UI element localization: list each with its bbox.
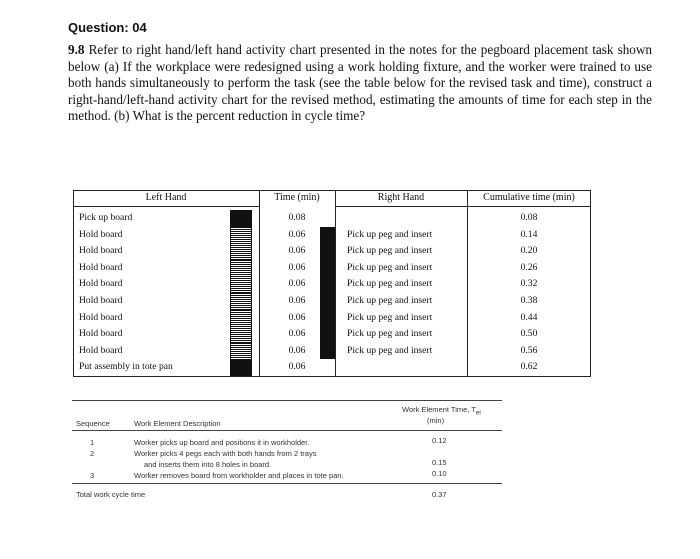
- time-value: 0.06: [288, 328, 306, 340]
- cumulative-time-value: 0.44: [520, 311, 538, 323]
- cumulative-time-value: 0.50: [520, 328, 538, 340]
- element-description: Worker picks 4 pegs each with both hands from 2 trays: [134, 449, 317, 458]
- left-hand-activity: Hold board: [79, 278, 123, 290]
- cumulative-time-value: 0.14: [520, 228, 538, 240]
- header-right-hand: Right Hand: [377, 192, 425, 203]
- table-header-rule: [72, 430, 502, 431]
- left-hand-activity: Hold board: [79, 311, 123, 323]
- time-value: 0.08: [288, 212, 306, 223]
- header-sequence: Sequence: [76, 419, 110, 428]
- time-value: 0.06: [288, 228, 306, 240]
- cumulative-time-value: 0.26: [520, 261, 538, 273]
- sequence-number: 1: [90, 438, 95, 447]
- cumulative-time-value: 0.56: [520, 344, 538, 356]
- left-hand-bar: [230, 326, 252, 343]
- time-value: 0.06: [288, 278, 306, 290]
- right-hand-activity: [347, 210, 465, 226]
- question-text: [68, 42, 652, 125]
- left-hand-activity: Hold board: [79, 228, 123, 240]
- left-hand-bar: [230, 359, 252, 376]
- element-description: Worker removes board from workholder and places in tote pan.: [134, 471, 344, 480]
- right-hand-bar: [320, 227, 335, 244]
- question-number: 9.8: [68, 42, 85, 57]
- table-bottom-rule: [72, 483, 502, 484]
- right-hand-activity: Pick up peg and insert: [347, 228, 433, 240]
- chart-header-rule: [73, 206, 259, 207]
- question-body: Refer to right hand/left hand activity chart presented in the notes for the pegboard placement task shown below (a) If the workplace were redesigned using a work holding fixture, and the worker were trained to use both hands simultaneously to perform the task (see the table below for the revised task and time), construct a right-hand/left-hand activity chart for the revised method, estimating the amounts of time for each step in the method. (b) What is the percent reduction in cycle time?: [68, 42, 653, 123]
- right-hand-bar: [320, 293, 335, 310]
- chart-divider: [335, 190, 336, 377]
- header-time-unit: (min): [427, 416, 445, 425]
- left-hand-bar: [230, 293, 252, 310]
- element-description: Worker picks up board and positions it in workholder.: [134, 438, 310, 447]
- element-time: 0.15: [432, 458, 447, 467]
- activity-chart: [73, 190, 591, 377]
- sequence-number: 3: [90, 471, 95, 480]
- right-hand-activity: Pick up peg and insert: [347, 278, 433, 290]
- left-hand-activity: Hold board: [79, 245, 123, 257]
- cumulative-time-value: 0.62: [520, 361, 538, 373]
- time-value: 0.06: [288, 261, 306, 273]
- header-element-time: Work Element Time, $T_{ei}$: [402, 405, 481, 417]
- chart-header-rule: [335, 206, 467, 207]
- right-hand-bar: [320, 243, 335, 260]
- cumulative-time-value: 0.32: [520, 278, 538, 290]
- right-hand-activity: [347, 359, 465, 375]
- right-hand-activity: Pick up peg and insert: [347, 295, 433, 306]
- table-top-rule: [72, 400, 502, 401]
- left-hand-bar: [230, 260, 252, 277]
- time-value: 0.06: [288, 311, 306, 323]
- right-hand-activity: Pick up peg and insert: [347, 245, 433, 257]
- cumulative-time-value: 0.08: [520, 212, 538, 223]
- left-hand-activity: Hold board: [79, 261, 123, 273]
- left-hand-activity: Put assembly in tote pan: [79, 361, 173, 373]
- total-cycle-time-label: Total work cycle time: [76, 490, 146, 499]
- sequence-number: 2: [90, 449, 95, 458]
- right-hand-activity: Pick up peg and insert: [347, 261, 433, 273]
- left-hand-activity: Pick up board: [79, 212, 133, 223]
- time-value: 0.06: [288, 295, 306, 306]
- left-hand-activity: Hold board: [79, 344, 123, 356]
- element-time: 0.10: [432, 469, 447, 478]
- chart-header-rule: [467, 206, 591, 207]
- right-hand-bar: [320, 276, 335, 293]
- left-hand-bar: [230, 310, 252, 327]
- left-hand-bar: [230, 343, 252, 360]
- right-hand-bar: [320, 343, 335, 360]
- right-hand-activity: Pick up peg and insert: [347, 344, 433, 356]
- header-time: Time (min): [274, 192, 320, 203]
- total-cycle-time-value: 0.37: [432, 490, 447, 499]
- header-left-hand: Left Hand: [145, 192, 187, 203]
- cumulative-time-value: 0.20: [520, 245, 538, 257]
- right-hand-bar: [320, 310, 335, 327]
- left-hand-activity: Hold board: [79, 328, 123, 340]
- header-cumulative-time: Cumulative time (min): [483, 192, 575, 203]
- time-value: 0.06: [288, 245, 306, 257]
- right-hand-activity: Pick up peg and insert: [347, 328, 433, 340]
- right-hand-activity: Pick up peg and insert: [347, 311, 433, 323]
- left-hand-bar: [230, 227, 252, 244]
- element-time: 0.12: [432, 436, 447, 445]
- time-value: 0.06: [288, 344, 306, 356]
- left-hand-bar: [230, 243, 252, 260]
- cumulative-time-value: 0.38: [520, 295, 538, 306]
- element-description: and inserts them into 8 holes in board.: [144, 460, 272, 469]
- right-hand-bar: [320, 326, 335, 343]
- question-title: Question: 04: [68, 20, 147, 35]
- right-hand-bar: [320, 260, 335, 277]
- left-hand-activity: Hold board: [79, 295, 123, 306]
- header-description: Work Element Description: [134, 419, 221, 428]
- left-hand-bar: [230, 276, 252, 293]
- time-value: 0.06: [288, 361, 306, 373]
- left-hand-bar: [230, 210, 252, 227]
